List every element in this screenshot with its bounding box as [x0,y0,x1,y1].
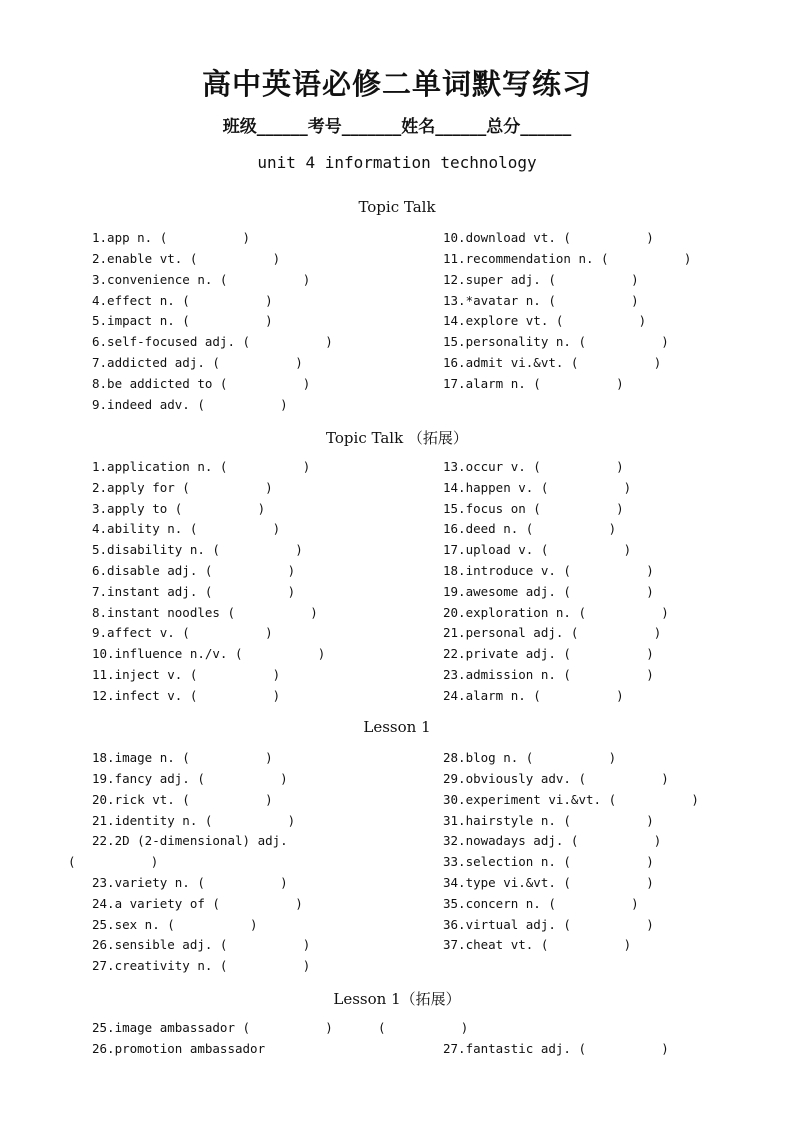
word-item: 27.creativity n. ( ) [92,958,311,973]
word-item: 10.influence n./v. ( ) [92,646,326,661]
word-item: 4.ability n. ( ) [92,521,281,536]
unit-title: unit 4 information technology [257,153,537,172]
word-item: 17.alarm n. ( ) [443,376,624,391]
word-item: 1.application n. ( ) [92,459,311,474]
word-item: 26.promotion ambassador [92,1041,266,1056]
word-item: 1.app n. ( ) [92,230,251,245]
word-item: 23.variety n. ( ) [92,875,288,890]
section-heading-lesson-1: Lesson 1 [363,718,431,736]
word-item: 17.upload v. ( ) [443,542,632,557]
word-item: 20.exploration n. ( ) [443,605,669,620]
word-item: 27.fantastic adj. ( ) [443,1041,669,1056]
word-item-continuation: ( ) [68,854,159,869]
word-item: 11.inject v. ( ) [92,667,281,682]
word-item: 18.image n. ( ) [92,750,273,765]
word-item: 15.personality n. ( ) [443,334,669,349]
word-item: 2.apply for ( ) [92,480,273,495]
word-item: 37.cheat vt. ( ) [443,937,632,952]
word-item: 12.super adj. ( ) [443,272,639,287]
word-item: 19.awesome adj. ( ) [443,584,654,599]
word-item: 32.nowadays adj. ( ) [443,833,662,848]
word-item: 26.sensible adj. ( ) [92,937,311,952]
word-item: 6.self-focused adj. ( ) [92,334,333,349]
word-item: 24.alarm n. ( ) [443,688,624,703]
word-item: 8.instant noodles ( ) [92,605,318,620]
word-item: 3.apply to ( ) [92,501,266,516]
word-item: 36.virtual adj. ( ) [443,917,654,932]
word-item: 14.explore vt. ( ) [443,313,647,328]
word-item: 35.concern n. ( ) [443,896,639,911]
word-item: 4.effect n. ( ) [92,293,273,308]
word-item: 5.impact n. ( ) [92,313,273,328]
word-item: 18.introduce v. ( ) [443,563,654,578]
word-item: 14.happen v. ( ) [443,480,632,495]
word-item: 19.fancy adj. ( ) [92,771,288,786]
word-item: 22.private adj. ( ) [443,646,654,661]
word-item: 16.admit vi.&vt. ( ) [443,355,662,370]
word-item: 7.addicted adj. ( ) [92,355,303,370]
word-item: 10.download vt. ( ) [443,230,654,245]
word-item: 28.blog n. ( ) [443,750,617,765]
word-item: 13.occur v. ( ) [443,459,624,474]
word-item: 5.disability n. ( ) [92,542,303,557]
word-item: 2.enable vt. ( ) [92,251,281,266]
word-item: 12.infect v. ( ) [92,688,281,703]
word-item: 9.indeed adv. ( ) [92,397,288,412]
word-item: 21.identity n. ( ) [92,813,296,828]
word-item: 8.be addicted to ( ) [92,376,311,391]
section-heading-topic-talk-extension: Topic Talk （拓展） [326,429,468,447]
word-item: 20.rick vt. ( ) [92,792,273,807]
word-item: 21.personal adj. ( ) [443,625,662,640]
word-item: 13.*avatar n. ( ) [443,293,639,308]
page-title: 高中英语必修二单词默写练习 [201,67,592,101]
word-item: 30.experiment vi.&vt. ( ) [443,792,699,807]
section-heading-lesson-1-extension: Lesson 1（拓展） [333,990,461,1008]
word-item: 25.image ambassador ( ) ( ) [92,1020,469,1035]
word-item: 16.deed n. ( ) [443,521,617,536]
word-item: 23.admission n. ( ) [443,667,654,682]
word-item: 24.a variety of ( ) [92,896,303,911]
word-item: 31.hairstyle n. ( ) [443,813,654,828]
word-item: 11.recommendation n. ( ) [443,251,692,266]
word-item: 29.obviously adv. ( ) [443,771,669,786]
word-item: 25.sex n. ( ) [92,917,258,932]
word-item: 33.selection n. ( ) [443,854,654,869]
word-item: 7.instant adj. ( ) [92,584,296,599]
word-item: 15.focus on ( ) [443,501,624,516]
word-item: 3.convenience n. ( ) [92,272,311,287]
student-info-line: 班级______考号_______姓名______总分______ [222,117,572,137]
word-item: 34.type vi.&vt. ( ) [443,875,654,890]
section-heading-topic-talk: Topic Talk [358,198,436,216]
word-item: 9.affect v. ( ) [92,625,273,640]
word-item: 22.2D (2-dimensional) adj. [92,833,288,848]
word-item: 6.disable adj. ( ) [92,563,296,578]
